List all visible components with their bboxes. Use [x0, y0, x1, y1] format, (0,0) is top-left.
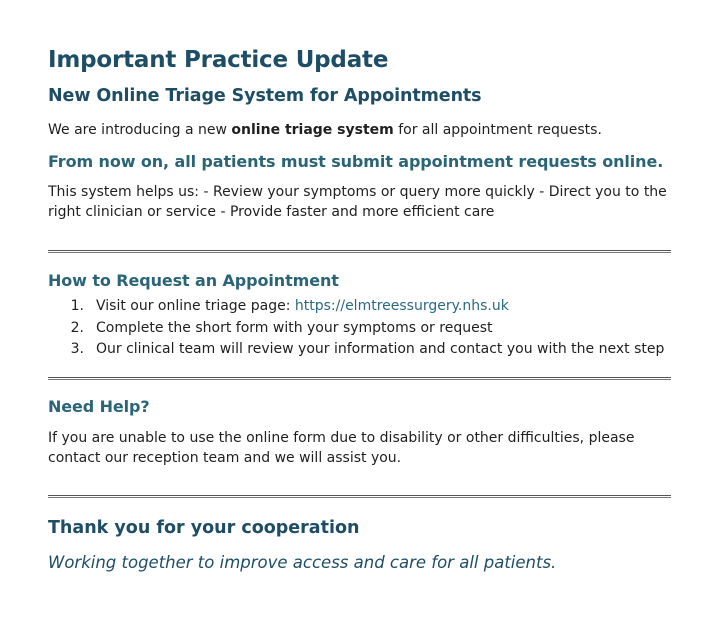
intro-text-before: We are introducing a new	[48, 122, 232, 138]
step-text	[96, 296, 509, 318]
system-benefits-paragraph: This system helps us: - Review your symptoms or query more quickly - Direct you to the right clinician or service - Provide faster and more efficient care	[48, 184, 667, 220]
list-item	[48, 318, 671, 340]
step-number: 2.	[70, 319, 84, 336]
step-text-label: Visit our online triage page:	[96, 298, 295, 314]
step-text: Complete the short form with your symptoms or request	[96, 319, 493, 336]
triage-page-link[interactable]: https://elmtreessurgery.nhs.uk	[294, 298, 509, 314]
intro-paragraph	[48, 120, 671, 140]
thanks-heading: Thank you for your cooperation	[48, 517, 360, 538]
howto-steps-list	[48, 296, 671, 361]
help-heading: Need Help?	[48, 396, 150, 416]
intro-bold-text: online triage system	[231, 122, 394, 138]
section-divider	[48, 250, 671, 253]
section-divider	[48, 495, 671, 498]
step-text: Our clinical team will review your information and contact you with the next step	[96, 341, 665, 357]
section-divider	[48, 377, 671, 380]
intro-text-after: for all appointment requests.	[393, 122, 602, 138]
step-number: 1.	[70, 298, 84, 314]
howto-heading: How to Request an Appointment	[48, 271, 339, 290]
tagline: Working together to improve access and care for all patients.	[48, 552, 557, 572]
step-number: 3.	[70, 341, 84, 357]
page-subtitle: New Online Triage System for Appointments	[48, 86, 482, 106]
list-item	[48, 296, 671, 318]
help-paragraph: If you are unable to use the online form due to disability or other difficulties, please contact our reception team and we will assist you.	[48, 429, 635, 466]
mandatory-notice: From now on, all patients must submit appointment requests online.	[48, 152, 664, 171]
list-item	[48, 339, 671, 361]
page-title: Important Practice Update	[48, 47, 389, 73]
